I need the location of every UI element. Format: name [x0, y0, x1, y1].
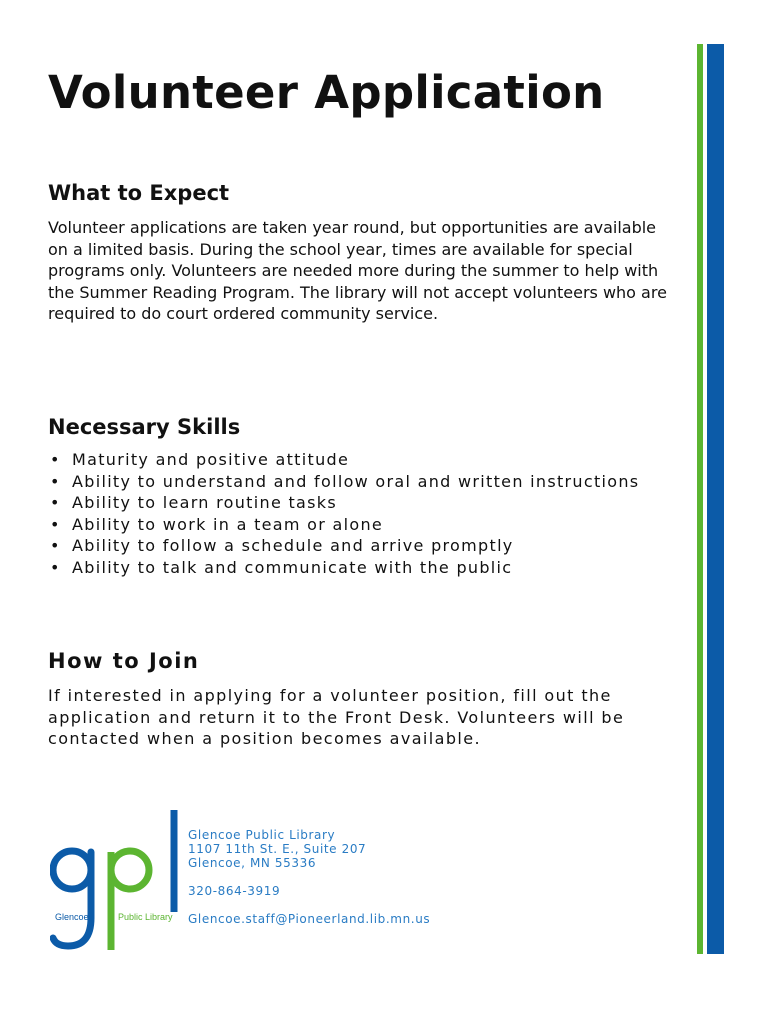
necessary-skills-heading: Necessary Skills [48, 415, 241, 439]
necessary-skills-section [48, 415, 678, 578]
logo-glencoe-label: Glencoe [55, 912, 89, 922]
list-item: • Ability to understand and follow oral and written instructions [72, 471, 678, 493]
what-to-expect-body: Volunteer applications are taken year round, but opportunities are available on a limited basis. During the school year, times are available for special programs only. Volunteers are needed more during the summer to help with the Summer Reading Program. The library will not accept volunteers who are required to do court ordered community service. [48, 218, 667, 323]
address-line-1: 1107 11th St. E., Suite 207 [188, 842, 367, 856]
what-to-expect-section [48, 181, 678, 325]
list-item: • Ability to follow a schedule and arrive promptly [72, 535, 678, 557]
phone-number: 320-864-3919 [188, 884, 281, 898]
what-to-expect-heading: What to Expect [48, 181, 230, 205]
gpl-logo-icon [50, 808, 182, 953]
list-item: • Ability to talk and communicate with the public [72, 557, 678, 579]
green-stripe-divider [697, 44, 703, 954]
how-to-join-section [48, 649, 678, 750]
address-line-2: Glencoe, MN 55336 [188, 856, 317, 870]
skills-list [48, 449, 678, 578]
blue-stripe-divider [707, 44, 724, 954]
email-address[interactable]: Glencoe.staff@Pioneerland.lib.mn.us [188, 912, 431, 926]
contact-block [188, 828, 430, 926]
list-item: • Ability to work in a team or alone [72, 514, 678, 536]
how-to-join-body: If interested in applying for a volunteer position, fill out the application and return it to the Front Desk. Volunteers will be contacted when a position becomes available. [48, 686, 625, 748]
page-title: Volunteer Application [48, 66, 605, 119]
logo-public-library-label: Public Library [118, 912, 173, 922]
list-item: • Maturity and positive attitude [72, 449, 678, 471]
how-to-join-heading: How to Join [48, 649, 200, 673]
library-name: Glencoe Public Library [188, 828, 336, 842]
list-item: • Ability to learn routine tasks [72, 492, 678, 514]
